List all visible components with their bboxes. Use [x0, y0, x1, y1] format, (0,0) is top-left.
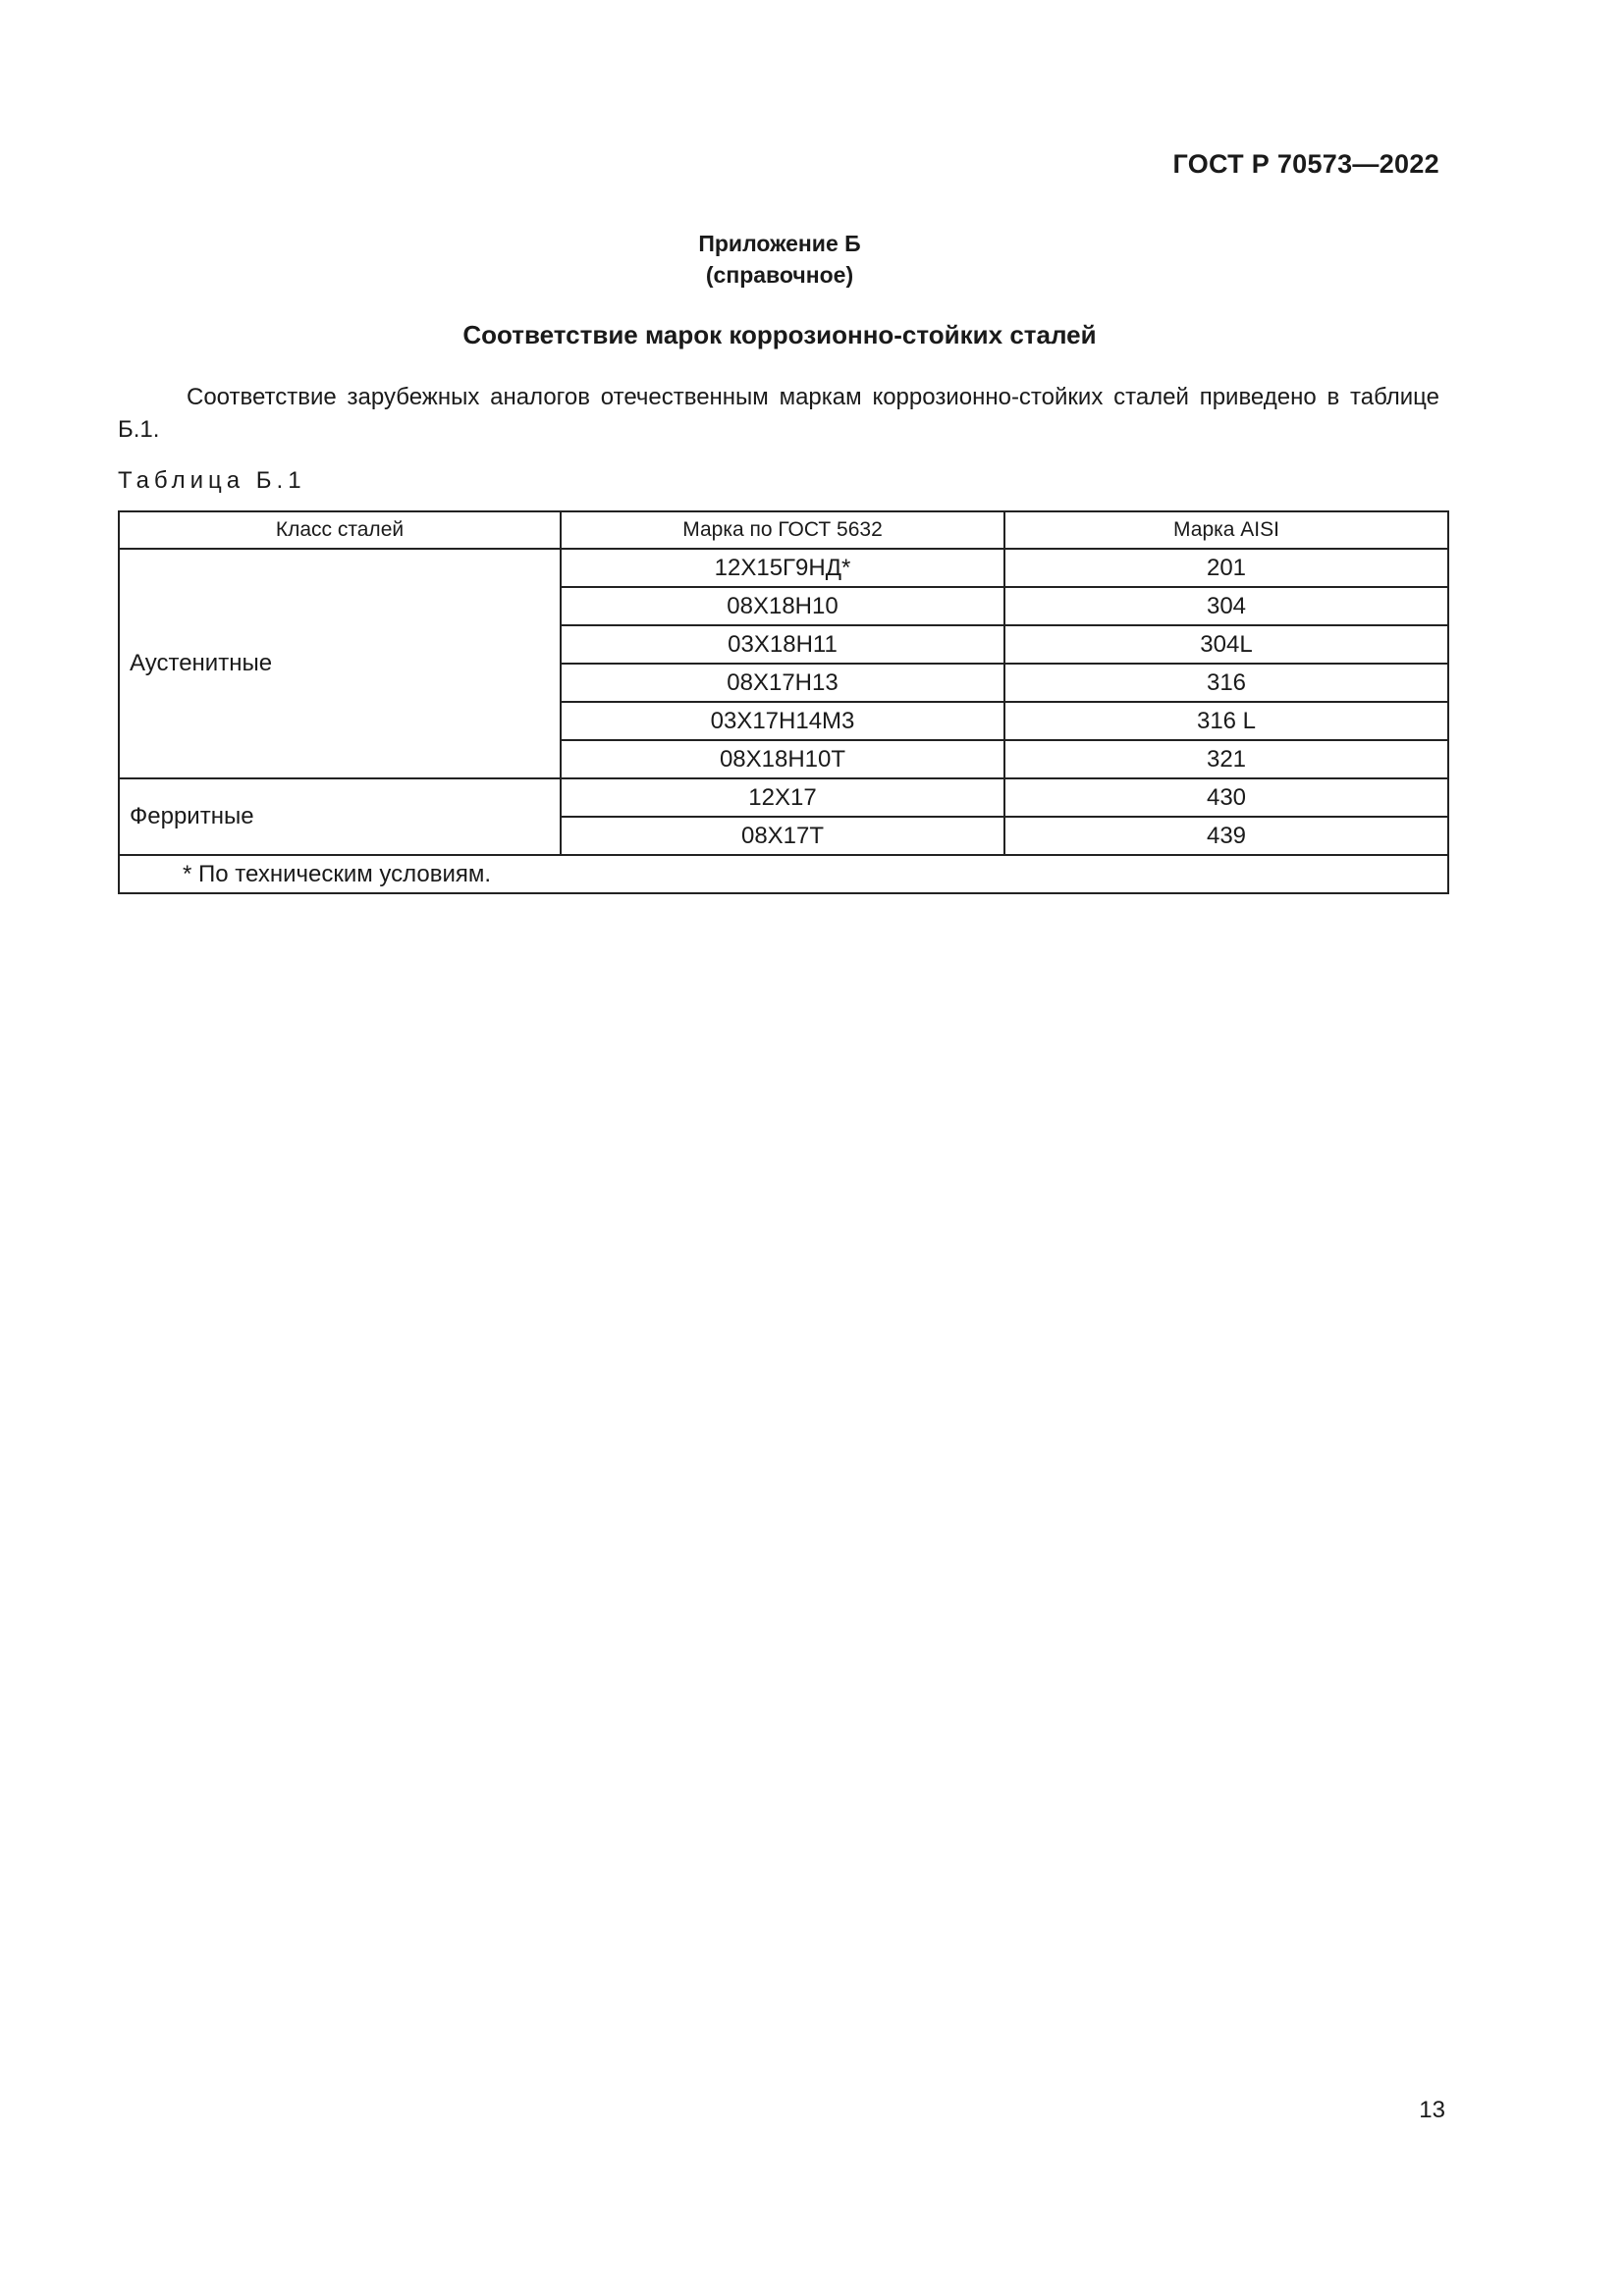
- aisi-grade-cell: 201: [1004, 549, 1448, 587]
- appendix-heading: [0, 228, 1559, 291]
- gost-grade-cell: 08Х18Н10: [561, 587, 1004, 625]
- aisi-grade-cell: 316 L: [1004, 702, 1448, 740]
- intro-paragraph: Соответствие зарубежных аналогов отечественным маркам коррозионно-стойких сталей приведено в таблице Б.1.: [118, 384, 1439, 443]
- table-footnote-row: [119, 855, 1448, 893]
- page-number: 13: [1419, 2097, 1445, 2123]
- steel-grades-table: [118, 510, 1449, 894]
- header-aisi-grade: Марка AISI: [1004, 511, 1448, 549]
- gost-grade-cell: 08Х17Т: [561, 817, 1004, 855]
- gost-grade-cell: 08Х17Н13: [561, 664, 1004, 702]
- table-caption: Таблица Б.1: [118, 467, 306, 494]
- appendix-title: Приложение Б: [698, 231, 861, 256]
- aisi-grade-cell: 430: [1004, 778, 1448, 817]
- aisi-grade-cell: 304L: [1004, 625, 1448, 664]
- document-code: ГОСТ Р 70573—2022: [1172, 149, 1439, 179]
- gost-grade-cell: 08Х18Н10Т: [561, 740, 1004, 778]
- gost-grade-cell: 03Х18Н11: [561, 625, 1004, 664]
- header-gost-grade: Марка по ГОСТ 5632: [561, 511, 1004, 549]
- table-row: [119, 778, 1448, 817]
- aisi-grade-cell: 316: [1004, 664, 1448, 702]
- gost-grade-cell: 12Х17: [561, 778, 1004, 817]
- header-steel-class: Класс сталей: [119, 511, 561, 549]
- table-row: [119, 549, 1448, 587]
- gost-grade-cell: 12Х15Г9НД*: [561, 549, 1004, 587]
- gost-grade-cell: 03Х17Н14М3: [561, 702, 1004, 740]
- steel-class-cell: Аустенитные: [119, 549, 561, 778]
- aisi-grade-cell: 439: [1004, 817, 1448, 855]
- table-header-row: [119, 511, 1448, 549]
- aisi-grade-cell: 321: [1004, 740, 1448, 778]
- table-footnote: * По техническим условиям.: [119, 855, 1448, 893]
- aisi-grade-cell: 304: [1004, 587, 1448, 625]
- steel-class-cell: Ферритные: [119, 778, 561, 855]
- section-title: Соответствие марок коррозионно-стойких сталей: [462, 320, 1097, 349]
- appendix-subtitle: (справочное): [705, 262, 854, 288]
